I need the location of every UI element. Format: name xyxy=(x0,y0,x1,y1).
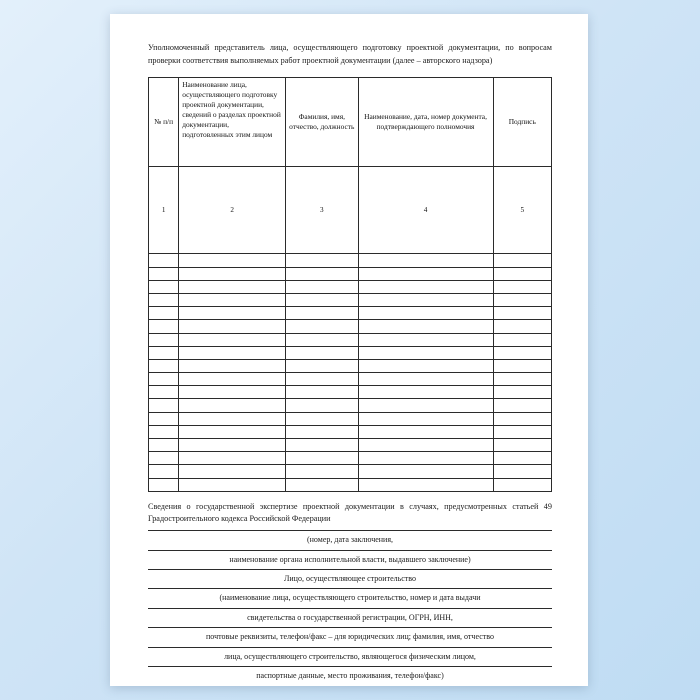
table-cell[interactable] xyxy=(493,386,551,399)
table-row[interactable] xyxy=(149,465,552,478)
table-cell[interactable] xyxy=(286,452,359,465)
line-caption: свидетельства о государственной регистрации, ОГРН, ИНН, xyxy=(247,612,453,622)
table-cell[interactable] xyxy=(358,399,493,412)
table-cell[interactable] xyxy=(286,465,359,478)
table-header-cell-5: Подпись xyxy=(493,78,551,167)
table-cell[interactable] xyxy=(493,412,551,425)
table-cell[interactable] xyxy=(179,399,286,412)
line-caption: (номер, дата заключения, xyxy=(306,535,394,545)
table-cell[interactable] xyxy=(358,280,493,293)
table-cell[interactable] xyxy=(358,307,493,320)
table-cell[interactable] xyxy=(358,425,493,438)
line-caption: наименование органа исполнительной власти, выдавшего заключение) xyxy=(229,554,471,564)
table-row[interactable] xyxy=(149,320,552,333)
signature-line-row xyxy=(148,588,552,606)
signature-line-row xyxy=(148,569,552,587)
table-cell[interactable] xyxy=(493,346,551,359)
table-header-row xyxy=(149,78,552,167)
table-cell[interactable] xyxy=(358,373,493,386)
authorized-representatives-table xyxy=(148,77,552,491)
table-cell[interactable] xyxy=(358,254,493,267)
table-cell[interactable] xyxy=(179,254,286,267)
table-row[interactable] xyxy=(149,254,552,267)
table-row[interactable] xyxy=(149,425,552,438)
table-cell[interactable] xyxy=(179,373,286,386)
table-cell[interactable] xyxy=(179,293,286,306)
table-cell[interactable] xyxy=(149,386,179,399)
table-cell[interactable] xyxy=(149,254,179,267)
table-cell[interactable] xyxy=(149,280,179,293)
signature-line-row xyxy=(148,627,552,645)
table-cell[interactable] xyxy=(493,399,551,412)
table-cell[interactable] xyxy=(179,359,286,372)
column-number-3: 3 xyxy=(286,167,359,254)
signature-line-row xyxy=(148,550,552,568)
table-cell[interactable] xyxy=(358,439,493,452)
table-row[interactable] xyxy=(149,478,552,491)
table-cell[interactable] xyxy=(149,293,179,306)
table-cell[interactable] xyxy=(149,267,179,280)
table-cell[interactable] xyxy=(493,465,551,478)
table-cell[interactable] xyxy=(286,254,359,267)
table-cell[interactable] xyxy=(149,452,179,465)
table-cell[interactable] xyxy=(149,307,179,320)
table-cell[interactable] xyxy=(179,439,286,452)
column-number-4: 4 xyxy=(358,167,493,254)
signature-line-row xyxy=(148,647,552,665)
table-cell[interactable] xyxy=(493,254,551,267)
table-row[interactable] xyxy=(149,346,552,359)
table-cell[interactable] xyxy=(179,320,286,333)
signature-line-row xyxy=(148,666,552,684)
document-page xyxy=(110,14,588,686)
table-cell[interactable] xyxy=(286,267,359,280)
table-cell[interactable] xyxy=(286,346,359,359)
table-row[interactable] xyxy=(149,439,552,452)
table-cell[interactable] xyxy=(358,386,493,399)
table-header-cell-3: Фамилия, имя, отчество, должность xyxy=(286,78,359,167)
table-cell[interactable] xyxy=(179,346,286,359)
table-cell[interactable] xyxy=(286,439,359,452)
signature-line-row xyxy=(148,608,552,626)
line-caption: лица, осуществляющего строительство, являющегося физическим лицом, xyxy=(224,651,476,661)
table-cell[interactable] xyxy=(149,425,179,438)
line-caption: (наименование лица, осуществляющего строительство, номер и дата выдачи xyxy=(219,593,481,603)
column-number-2: 2 xyxy=(179,167,286,254)
table-cell[interactable] xyxy=(493,425,551,438)
table-cell[interactable] xyxy=(493,307,551,320)
table-cell[interactable] xyxy=(286,412,359,425)
table-cell[interactable] xyxy=(358,478,493,491)
table-row[interactable] xyxy=(149,359,552,372)
table-cell[interactable] xyxy=(286,280,359,293)
table-row[interactable] xyxy=(149,280,552,293)
table-column-number-row xyxy=(149,167,552,254)
table-cell[interactable] xyxy=(179,386,286,399)
table-cell[interactable] xyxy=(286,425,359,438)
signature-line-row xyxy=(148,530,552,548)
table-cell[interactable] xyxy=(358,346,493,359)
signature-lines-block xyxy=(148,530,552,684)
table-row[interactable] xyxy=(149,307,552,320)
table-cell[interactable] xyxy=(286,307,359,320)
table-cell[interactable] xyxy=(286,359,359,372)
table-row[interactable] xyxy=(149,333,552,346)
table-cell[interactable] xyxy=(493,320,551,333)
table-row[interactable] xyxy=(149,293,552,306)
table-row[interactable] xyxy=(149,267,552,280)
table-cell[interactable] xyxy=(286,399,359,412)
table-cell[interactable] xyxy=(149,412,179,425)
table-cell[interactable] xyxy=(493,373,551,386)
table-header-cell-1: № п/п xyxy=(149,78,179,167)
table-cell[interactable] xyxy=(286,386,359,399)
table-cell[interactable] xyxy=(286,373,359,386)
table-cell[interactable] xyxy=(358,452,493,465)
table-cell[interactable] xyxy=(149,439,179,452)
column-number-5: 5 xyxy=(493,167,551,254)
table-cell[interactable] xyxy=(149,359,179,372)
line-caption: почтовые реквизиты, телефон/факс – для юридических лиц; фамилия, имя, отчество xyxy=(206,632,494,642)
table-cell[interactable] xyxy=(149,399,179,412)
table-cell[interactable] xyxy=(286,293,359,306)
table-cell[interactable] xyxy=(149,320,179,333)
table-cell[interactable] xyxy=(286,333,359,346)
table-row[interactable] xyxy=(149,399,552,412)
table-cell[interactable] xyxy=(493,359,551,372)
table-cell[interactable] xyxy=(149,346,179,359)
column-number-1: 1 xyxy=(149,167,179,254)
line-caption: паспортные данные, место проживания, телефон/факс) xyxy=(256,670,444,680)
table-cell[interactable] xyxy=(149,373,179,386)
intro-paragraph: Уполномоченный представитель лица, осуществляющего подготовку проектной документации, по вопросам проверки соответствия выполняемых работ проектной документации (далее – авторского надзора) xyxy=(148,43,552,65)
table-cell[interactable] xyxy=(286,320,359,333)
line-caption: Лицо, осуществляющее строительство xyxy=(283,573,417,583)
table-cell[interactable] xyxy=(358,267,493,280)
table-cell[interactable] xyxy=(179,412,286,425)
table-cell[interactable] xyxy=(179,425,286,438)
table-cell[interactable] xyxy=(493,478,551,491)
table-cell[interactable] xyxy=(149,333,179,346)
table-header-cell-2: Наименование лица, осуществляющего подготовку проектной документации, сведений о разделах проектной документации, подготовленных этим лицом xyxy=(179,78,286,167)
table-cell[interactable] xyxy=(493,267,551,280)
table-cell[interactable] xyxy=(286,478,359,491)
table-cell[interactable] xyxy=(493,439,551,452)
table-cell[interactable] xyxy=(358,412,493,425)
table-row[interactable] xyxy=(149,373,552,386)
table-cell[interactable] xyxy=(179,307,286,320)
table-cell[interactable] xyxy=(179,478,286,491)
table-cell[interactable] xyxy=(179,333,286,346)
table-cell[interactable] xyxy=(358,320,493,333)
table-cell[interactable] xyxy=(149,478,179,491)
table-cell[interactable] xyxy=(493,280,551,293)
table-cell[interactable] xyxy=(179,267,286,280)
table-row[interactable] xyxy=(149,386,552,399)
table-body xyxy=(149,254,552,491)
table-cell[interactable] xyxy=(358,333,493,346)
table-cell[interactable] xyxy=(493,293,551,306)
table-cell[interactable] xyxy=(493,333,551,346)
table-row[interactable] xyxy=(149,412,552,425)
table-cell[interactable] xyxy=(179,280,286,293)
page-content xyxy=(148,42,552,684)
table-cell[interactable] xyxy=(493,452,551,465)
table-cell[interactable] xyxy=(358,465,493,478)
table-cell[interactable] xyxy=(179,465,286,478)
table-row[interactable] xyxy=(149,452,552,465)
table-cell[interactable] xyxy=(358,293,493,306)
table-cell[interactable] xyxy=(358,359,493,372)
table-cell[interactable] xyxy=(149,465,179,478)
table-header-cell-4: Наименование, дата, номер документа, подтверждающего полномочия xyxy=(358,78,493,167)
expertise-note: Сведения о государственной экспертизе проектной документации в случаях, предусмотренных статьей 49 Градостроительного кодекса Российской Федерации xyxy=(148,501,552,524)
table-cell[interactable] xyxy=(179,452,286,465)
